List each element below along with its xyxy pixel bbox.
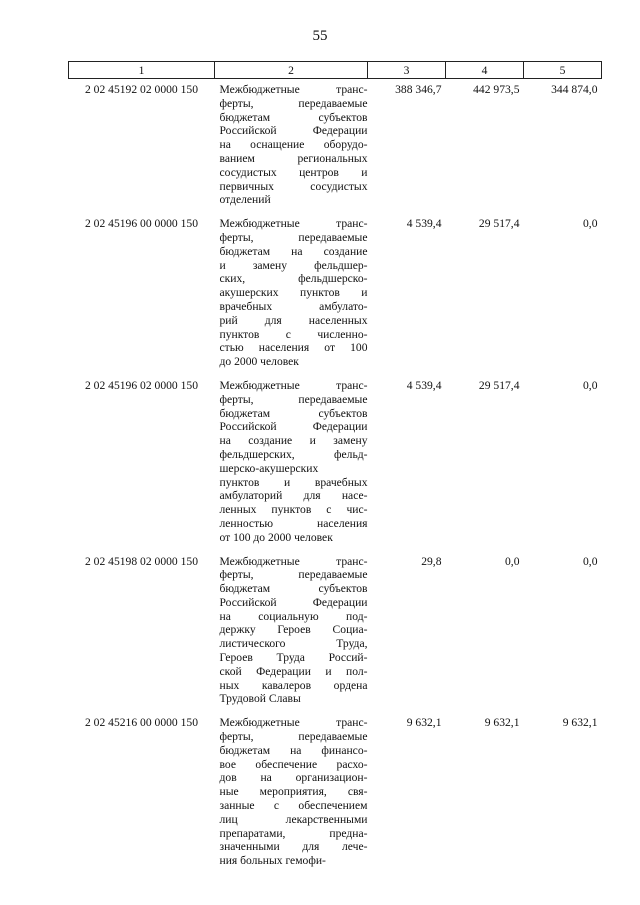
description-line: ферты, передаваемые	[219, 230, 368, 244]
budget-description	[215, 79, 368, 214]
description-line: ских, фельдшерско-	[219, 272, 368, 286]
budget-code: 2 02 45198 02 0000 150	[84, 554, 199, 568]
description-line: врачебных амбулато-	[219, 299, 368, 313]
description-line: Межбюджетные транс-	[219, 716, 368, 730]
amount-col-4: 29 517,4	[478, 378, 520, 392]
description-line: пунктов и врачебных	[219, 475, 368, 489]
description-line: Российской Федерации	[219, 595, 368, 609]
description-line: сосудистых центров и	[219, 165, 368, 179]
amount-col-5: 9 632,1	[562, 716, 598, 730]
description-line: бюджетам субъектов	[219, 110, 368, 124]
description-line: бюджетам субъектов	[219, 582, 368, 596]
column-header-2: 2	[215, 62, 368, 79]
description-line: отделений	[219, 193, 271, 207]
description-line: Межбюджетные транс-	[219, 378, 368, 392]
description-line: и замену фельдшер-	[219, 258, 368, 272]
amount-col-4: 442 973,5	[473, 83, 520, 96]
description-line: ферты, передаваемые	[219, 392, 368, 406]
description-line: ванием региональных	[219, 151, 368, 165]
description-line: Трудовой Славы	[219, 692, 301, 706]
description-line: ферты, передаваемые	[219, 96, 368, 110]
amount-col-3: 29,8	[421, 554, 442, 568]
table-row	[69, 213, 602, 375]
description-line: Межбюджетные транс-	[219, 554, 368, 568]
description-line: Героев Труда Россий-	[219, 651, 368, 665]
description-line: от 100 до 2000 человек	[219, 530, 333, 544]
description-line: ные мероприятия, свя-	[219, 785, 368, 799]
description-line: фельдшерских, фельд-	[219, 447, 368, 461]
description-line: значенными для лече-	[219, 840, 368, 854]
description-line: Межбюджетные транс-	[219, 217, 368, 231]
description-line: до 2000 человек	[219, 355, 299, 369]
amount-col-4: 29 517,4	[478, 217, 520, 231]
description-line: бюджетам на финансо-	[219, 743, 368, 757]
budget-description	[215, 712, 368, 874]
description-line: держку Героев Социа-	[219, 623, 368, 637]
header-row	[69, 62, 602, 79]
description-line: препаратами, предна-	[219, 826, 368, 840]
amount-col-5: 0,0	[583, 217, 598, 231]
budget-description	[215, 213, 368, 375]
description-line: ленных пунктов с чис-	[219, 503, 368, 517]
budget-code: 2 02 45196 02 0000 150	[84, 378, 199, 392]
description-line: ния больных гемофи-	[219, 854, 326, 868]
description-line: Российской Федерации	[219, 124, 368, 138]
column-header-1: 1	[69, 62, 215, 79]
budget-code: 2 02 45192 02 0000 150	[84, 83, 199, 96]
description-line: пунктов с численно-	[219, 327, 368, 341]
column-header-5: 5	[524, 62, 602, 79]
description-line: Межбюджетные транс-	[219, 83, 368, 96]
description-line: лиц лекарственными	[219, 812, 368, 826]
column-header-4: 4	[446, 62, 524, 79]
description-line: акушерских пунктов и	[219, 286, 368, 300]
amount-col-5: 344 874,0	[551, 83, 598, 96]
description-line: вое обеспечение расхо-	[219, 757, 368, 771]
description-line: на социальную под-	[219, 609, 368, 623]
description-line: на создание и замену	[219, 434, 368, 448]
description-line: стью населения от 100	[219, 341, 368, 355]
amount-col-3: 4 539,4	[406, 217, 442, 231]
description-line: Российской Федерации	[219, 420, 368, 434]
description-line: рий для населенных	[219, 313, 368, 327]
description-line: шерско-акушерских	[219, 461, 319, 475]
description-line: на оснащение оборудо-	[219, 138, 368, 152]
amount-col-3: 9 632,1	[406, 716, 442, 730]
description-line: бюджетам на создание	[219, 244, 368, 258]
description-line: амбулаторий для насе-	[219, 489, 368, 503]
page-number: 55	[312, 28, 328, 44]
description-line: бюджетам субъектов	[219, 406, 368, 420]
description-line: ных кавалеров ордена	[219, 678, 368, 692]
description-line: дов на организацион-	[219, 771, 368, 785]
budget-code: 2 02 45196 00 0000 150	[84, 217, 199, 231]
budget-description	[215, 551, 368, 713]
table-row	[69, 712, 602, 874]
table-row	[69, 551, 602, 713]
description-line: ской Федерации и пол-	[219, 664, 368, 678]
amount-col-4: 9 632,1	[484, 716, 520, 730]
amount-col-5: 0,0	[583, 554, 598, 568]
budget-description	[215, 375, 368, 551]
column-header-3: 3	[368, 62, 446, 79]
description-line: листического Труда,	[219, 637, 368, 651]
description-line: занные с обеспечением	[219, 799, 368, 813]
amount-col-4: 0,0	[505, 554, 520, 568]
description-line: первичных сосудистых	[219, 179, 368, 193]
table-row	[69, 79, 602, 214]
budget-table	[68, 61, 602, 874]
amount-col-3: 388 346,7	[395, 83, 442, 96]
table-row	[69, 375, 602, 551]
description-line: ферты, передаваемые	[219, 730, 368, 744]
amount-col-5: 0,0	[583, 378, 598, 392]
description-line: ленностью населения	[219, 516, 368, 530]
description-line: ферты, передаваемые	[219, 568, 368, 582]
budget-code: 2 02 45216 00 0000 150	[84, 716, 199, 730]
amount-col-3: 4 539,4	[406, 378, 442, 392]
